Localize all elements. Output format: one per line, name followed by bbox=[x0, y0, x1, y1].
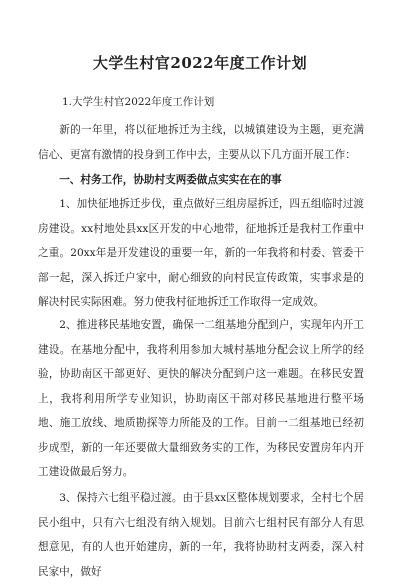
intro-paragraph: 新的一年里，将以征地拆迁为主线，以城镇建设为主题，更充满信心、更富有激情的投身到工作中去，主要从以下几方面开展工作： bbox=[38, 124, 364, 161]
paragraph-3: 3、保持六七组平稳过渡。由于县xx区整体规划要求，全村七个居民小组中，只有六七组没有纳入规划。目前六七组村民有部分人有思想意见，有的人也开始建房，新的一年，我将协助村支两委，深入村民家中，做好 bbox=[38, 492, 364, 578]
section-heading: 一、村务工作，协助村支两委做点实实在在的事 bbox=[59, 174, 282, 186]
document-title: 大学生村官2022年度工作计划 bbox=[92, 54, 308, 72]
paragraph-1: 1、加快征地拆迁步伐，重点做好三组房屋拆迁，四五组临时过渡房建设。xx村地处县xx区开发的中心地带，征地拆迁是我村工作重中之重。20xx年是开发建设的重要一年，新的一年我将和村委、管委干部一起，深入拆迁户家中，耐心细致的向村民宣传政策，实事求是的解决村民实际困难。努力使我村征地拆迁工作取得一定成效。 bbox=[38, 198, 364, 308]
paragraph-2: 2、推进移民基地安置，确保一二组基地分配到户，实现年内开工建设。在基地分配中，我将利用参加大城村基地分配会议上所学的经验，协助南区干部更好、更快的解决分配到户这一难题。在移民安置上，我将利用所学专业知识，协助南区干部对移民基地进行整平场地、施工放线、地质勘探等力所能及的工作。目前一二组基地已经初步成型，新的一年还要做大量细致务实的工作，为移民安置房年内开工建设做最后努力。 bbox=[38, 319, 364, 478]
document-subtitle: 1.大学生村官2022年度工作计划 bbox=[62, 96, 215, 108]
